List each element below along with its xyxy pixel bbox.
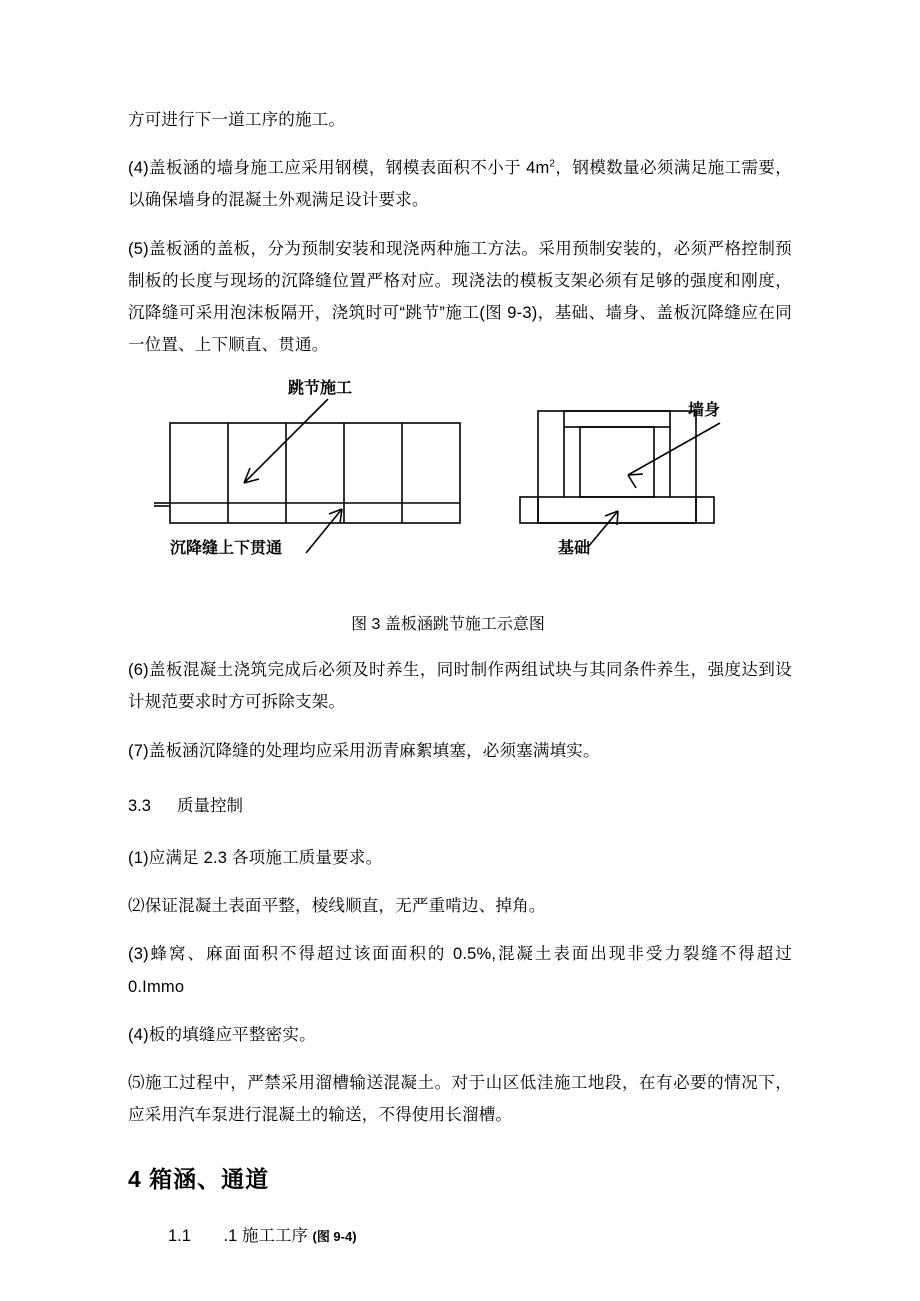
quality-item-1: (1)应满足 2.3 各项施工质量要求。: [128, 849, 383, 868]
figure-jump-joint-diagram: [128, 375, 792, 605]
paragraph-continuation: 方可进行下一道工序的施工。: [128, 111, 346, 129]
figure-label-jump-joint: 跳节施工: [288, 380, 353, 398]
paragraph-wall-text-a: (4)盖板涵的墙身施工应采用钢模，钢模表面积不小于 4m: [128, 159, 550, 178]
section-heading-quality-control: [128, 791, 792, 822]
section-title: 质量控制: [176, 796, 243, 815]
paragraph-slab-methods: (5)盖板涵的盖板，分为预制安装和现浇两种施工方法。采用预制安装的，必须严格控制预制板的长度与现场的沉降缝位置严格对应。现浇法的模板支架必须有足够的强度和刚度，沉降缝可采用泡沫板隔开，浇筑时可“跳节”施工(图 9-3)，基础、墙身、盖板沉降缝应在同一位置、上下顺直、贯通。: [128, 239, 792, 355]
quality-item-3: (3)蜂窝、麻面面积不得超过该面面积的 0.5%,混凝土表面出现非受力裂缝不得超过 0.Immo: [128, 945, 792, 996]
subsection-number: 1.1: [168, 1227, 191, 1246]
paragraph-wall-formwork: [128, 152, 792, 216]
quality-item-2: ⑵保证混凝土表面平整，棱线顺直，无严重啃边、掉角。: [128, 897, 546, 916]
subsection-figure-ref: (图 9-4): [312, 1229, 357, 1245]
quality-item-4: (4)板的填缝应平整密实。: [128, 1025, 316, 1044]
subsection-heading-construction-process: [128, 1222, 792, 1246]
figure-caption: 图 3 盖板涵跳节施工示意图: [351, 616, 545, 634]
figure-label-wall-body: 墙身: [688, 402, 721, 420]
subsection-title: .1 施工工序: [223, 1227, 308, 1246]
section-number: 3.3: [128, 796, 151, 815]
figure-label-foundation: 基础: [558, 540, 591, 558]
figure-label-settlement-joint: 沉降缝上下贯通: [170, 540, 283, 558]
paragraph-settlement-joint-filling: (7)盖板涵沉降缝的处理均应采用沥青麻絮填塞，必须塞满填实。: [128, 741, 600, 760]
paragraph-wall-text-b: ，钢模数量必须满足施工需要，以确保墙身的混凝土外观满足设计要求。: [128, 159, 792, 210]
superscript-square: 2: [549, 158, 556, 170]
section-heading-box-culvert: 4 箱涵、通道: [128, 1166, 270, 1193]
quality-item-5: ⑸施工过程中，严禁采用溜槽输送混凝土。对于山区低洼施工地段，在有必要的情况下，应采用汽车泵进行混凝土的输送，不得使用长溜槽。: [128, 1073, 792, 1125]
paragraph-curing: (6)盖板混凝土浇筑完成后必须及时养生，同时制作两组试块与其同条件养生，强度达到设计规范要求时方可拆除支架。: [128, 661, 792, 712]
